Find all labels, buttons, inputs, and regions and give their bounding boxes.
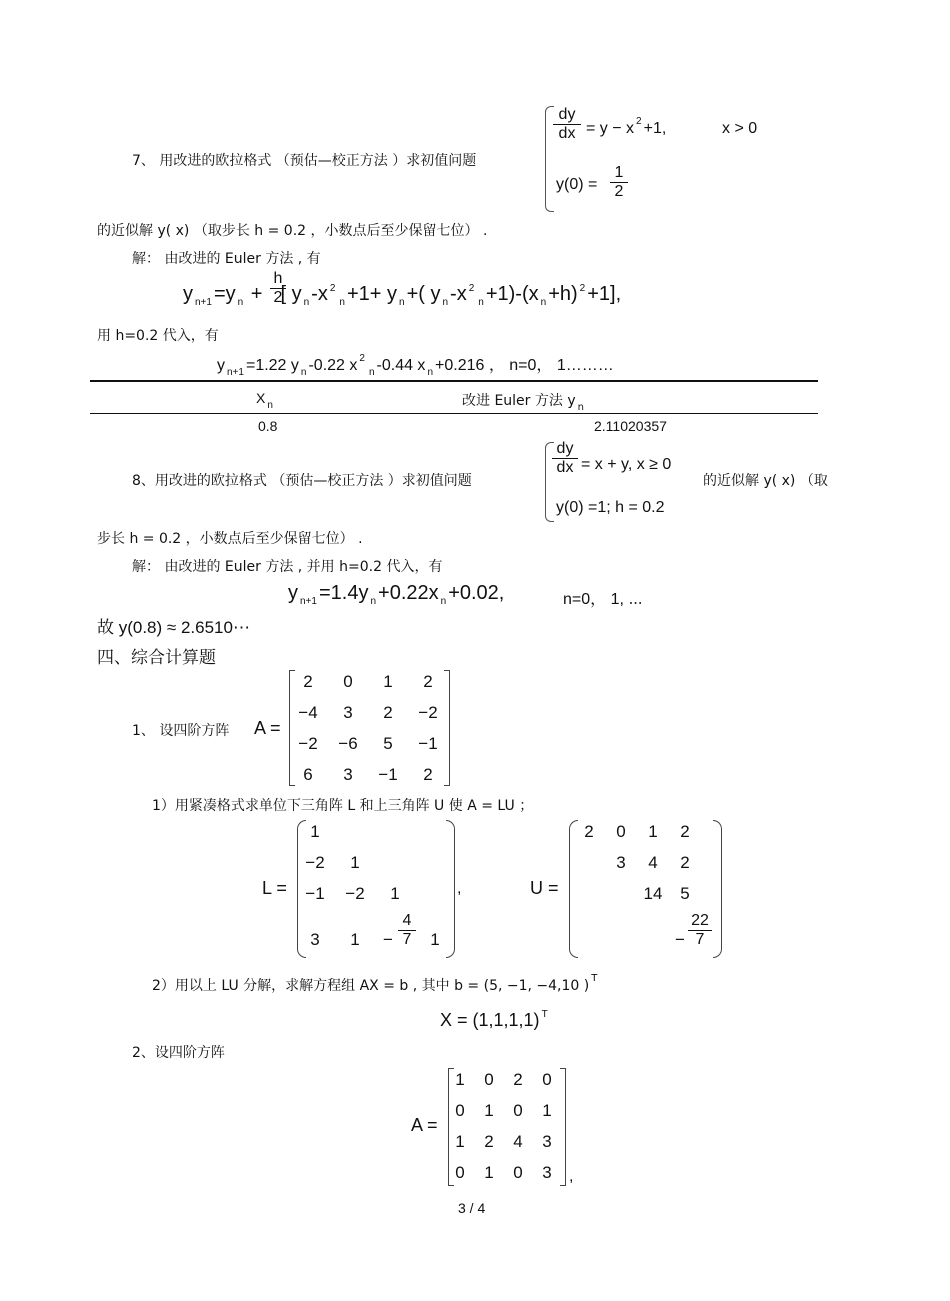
A-cell-r2c2: 3 [343, 703, 353, 722]
L-frac-den: 7 [402, 931, 412, 948]
q8-solution-intro: 解： 由改进的 Euler 方法 , 并用 h=0.2 代入，有 [132, 559, 443, 575]
q8-r-d: +0.02, [448, 582, 505, 604]
q7-prompt: 7、 用改进的欧拉格式 （预估—校正方法 ）求初值问题 [132, 153, 477, 169]
q7-f-sup: 2 [579, 283, 586, 294]
q7-line2: 的近似解 y( x) （取步长 h = 0.2 ，小数点后至少保留七位） . [97, 223, 488, 239]
A-cell-r4c1: 6 [303, 765, 313, 784]
table-header-x [256, 390, 275, 411]
A2-cell-r2c4: 1 [542, 1101, 552, 1120]
A-cell-r1c1: 2 [303, 672, 313, 691]
q7-f-sub: n [540, 297, 547, 308]
U-cell-r1c4: 2 [680, 822, 690, 841]
q7-r-sub: n [300, 367, 307, 378]
A2-cell-r1c1: 1 [455, 1070, 465, 1089]
matrix-A-label: A = [254, 718, 281, 738]
A-cell-r2c1: −4 [298, 703, 318, 722]
q7-ode-condition: x > 0 [722, 120, 758, 137]
q7-f-h: +h) [548, 283, 578, 305]
matrix-L-label: L = [262, 878, 287, 898]
matrix-U-fraction [688, 912, 712, 949]
L-frac-num: 4 [398, 912, 416, 931]
table-cell-x: 0.8 [258, 418, 278, 434]
U-cell-r1c2: 0 [616, 822, 626, 841]
q7-f-y: y [183, 283, 193, 305]
A-cell-r3c3: 5 [383, 734, 393, 753]
problem2-prompt: 2、设四阶方阵 [132, 1045, 225, 1061]
A-cell-r1c2: 0 [343, 672, 353, 691]
A2-cell-r2c1: 0 [455, 1101, 465, 1120]
q7-substitute: 用 h=0.2 代入，有 [97, 328, 219, 344]
X-transpose: T [541, 1009, 548, 1020]
q7-derivative [553, 106, 581, 143]
q7-r-y: y [217, 357, 225, 374]
A-cell-r4c2: 3 [343, 765, 353, 784]
A2-cell-r3c2: 2 [484, 1132, 494, 1151]
q7-f-sub: n [237, 297, 244, 308]
q8-suffix: 的近似解 y( x) （取 [703, 473, 828, 489]
problem1-part2 [152, 975, 599, 995]
q8-r-sub: n [370, 596, 377, 607]
q7-f-end: +1], [587, 283, 622, 305]
matrix-U-label: U = [530, 878, 559, 898]
section-title: 四、综合计算题 [97, 648, 216, 668]
q8-recur-range: n=0， 1, ⋯ [563, 591, 643, 608]
U-cell-r1c3: 1 [648, 822, 658, 841]
table-h2-sub: n [577, 402, 584, 413]
table-cell-y: 2.11020357 [594, 418, 667, 434]
table-h1-sub: n [267, 400, 273, 411]
q7-r-c: -0.22 x [308, 357, 358, 374]
L-cell-r3c3: 1 [390, 884, 400, 903]
solution-X [440, 1010, 550, 1031]
q8-dx: dx [556, 459, 574, 476]
table-header-euler [462, 390, 586, 413]
q7-solution-intro: 解： 由改进的 Euler 方法 , 有 [132, 251, 321, 267]
A2-cell-r1c4: 0 [542, 1070, 552, 1089]
L-cell-r2c2: 1 [350, 853, 360, 872]
q7-f-yn: =y [213, 283, 236, 305]
A-cell-r1c4: 2 [423, 672, 433, 691]
q7-h-over-2 [270, 270, 286, 307]
A2-cell-r4c3: 0 [513, 1163, 523, 1182]
q7-r-sup: 2 [359, 353, 365, 364]
A-cell-r3c1: −2 [298, 734, 318, 753]
q7-f-sub: n [399, 297, 405, 308]
q7-ode-exp: 2 [636, 116, 642, 127]
A-cell-r3c4: −1 [418, 734, 438, 753]
U-cell-r4c4: − [675, 930, 685, 949]
q7-f-sup: 2 [329, 283, 336, 294]
table-top-rule [90, 380, 818, 382]
q8-derivative [552, 440, 578, 477]
A2-cell-r3c1: 1 [455, 1132, 465, 1151]
A2-cell-r4c2: 1 [484, 1163, 494, 1182]
q7-r-b: =1.22 y [245, 357, 299, 374]
q7-h-den: 2 [273, 289, 283, 306]
A-cell-r4c4: 2 [423, 765, 433, 784]
A-cell-r1c3: 1 [383, 672, 393, 691]
q7-initial-lhs: y(0) = [556, 176, 598, 193]
A2-cell-r1c2: 0 [484, 1070, 494, 1089]
q7-init-num: 1 [610, 164, 628, 183]
problem1-prompt: 1、 设四阶方阵 [132, 723, 230, 739]
A2-cell-r3c3: 4 [513, 1132, 523, 1151]
q7-recurrence [217, 352, 614, 378]
q7-ode-tail: +1, [643, 120, 667, 137]
A2-cell-r4c4: 3 [542, 1163, 552, 1182]
q7-f-sub: n [442, 297, 449, 308]
q8-line2: 步长 h = 0.2 ，小数点后至少保留七位） . [97, 531, 363, 547]
U-frac-den: 7 [695, 931, 705, 948]
matrix-U-right-paren [713, 820, 722, 958]
part2-transpose: T [591, 973, 598, 984]
q7-r-d: -0.44 x [376, 357, 426, 374]
q7-f-x: -x [311, 283, 328, 305]
q8-recurrence [288, 582, 504, 605]
table-h1: X [256, 390, 266, 406]
X-value: X = (1,1,1,1) [440, 1010, 540, 1030]
A-cell-r4c3: −1 [378, 765, 398, 784]
U-cell-r2c2: 3 [616, 853, 626, 872]
A-cell-r2c3: 2 [383, 703, 393, 722]
q7-r-sub: n [368, 367, 375, 378]
q8-r-sub: n+1 [300, 596, 317, 607]
A2-cell-r2c3: 0 [513, 1101, 523, 1120]
A2-cell-r4c1: 0 [455, 1163, 465, 1182]
L-cell-r3c2: −2 [345, 884, 365, 903]
part2-text: 2）用以上 LU 分解，求解方程组 AX = b , 其中 b = (5, −1, −4,10 ) [152, 978, 590, 994]
q7-initial-value [610, 164, 628, 201]
L-cell-r4c3: − [383, 930, 393, 949]
q7-r-e: +0.216 ， n=0， 1……… [435, 357, 614, 374]
matrix-L-comma: , [457, 880, 462, 897]
U-frac-num: 22 [688, 912, 712, 931]
page-number: 3 / 4 [458, 1200, 486, 1216]
q7-f-sub: n+1 [195, 297, 212, 308]
q7-r-sub: n+1 [227, 367, 244, 378]
q8-prompt: 8、用改进的欧拉格式 （预估—校正方法 ）求初值问题 [132, 473, 472, 489]
q7-f-bracket: [ y [280, 283, 302, 305]
q7-dx: dx [558, 125, 576, 142]
q7-f-sup: 2 [468, 283, 475, 294]
L-cell-r1c1: 1 [310, 822, 320, 841]
q7-f-paren: +( y [406, 283, 441, 305]
L-cell-r4c4: 1 [430, 930, 440, 949]
q8-initial: y(0) =1; h = 0.2 [556, 499, 665, 516]
q8-ode-rhs: = x + y, x ≥ 0 [581, 456, 672, 473]
q7-f-sub: n [303, 297, 310, 308]
q7-h-num: h [270, 270, 286, 289]
q7-euler-formula: y $_{n+1}$ =y $_n$ + [ y $_n$ -x $^2_n$ +1+ y $_n$ +( y $_n$ -x $^2_n$ +1)-(x $_n$ +h) $^2$ +1], [183, 283, 622, 308]
matrix-A2-label: A = [411, 1115, 438, 1135]
U-cell-r2c3: 4 [648, 853, 658, 872]
matrix-A-right-bracket [444, 670, 450, 786]
matrix-A2-comma: , [569, 1168, 574, 1185]
q7-f-sub: n [339, 297, 345, 308]
L-cell-r3c1: −1 [305, 884, 325, 903]
table-mid-rule [90, 413, 818, 414]
A2-cell-r3c4: 3 [542, 1132, 552, 1151]
L-cell-r4c1: 3 [310, 930, 320, 949]
q8-r-sub: n [440, 596, 447, 607]
q8-r-c: +0.22x [378, 582, 439, 604]
q7-r-sub: n [427, 367, 433, 378]
q8-r-b: =1.4y [318, 582, 369, 604]
q7-f-sub: n [478, 297, 484, 308]
q7-dy: dy [553, 106, 581, 125]
L-cell-r4c2: 1 [350, 930, 360, 949]
q8-answer: 故 y(0.8) ≈ 2.6510⋯ [97, 618, 250, 637]
U-cell-r3c3: 14 [643, 884, 663, 903]
U-cell-r2c4: 2 [680, 853, 690, 872]
q8-r-y: y [288, 582, 298, 604]
q7-init-den: 2 [614, 183, 624, 200]
A-cell-r2c4: −2 [418, 703, 438, 722]
q8-dy: dy [552, 440, 578, 459]
q7-f-minus: +1)-(x [485, 283, 539, 305]
q7-ode-rhs [586, 116, 667, 138]
A-cell-r3c2: −6 [338, 734, 358, 753]
U-cell-r1c1: 2 [584, 822, 594, 841]
table-h2: 改进 Euler 方法 y [462, 393, 576, 409]
matrix-L-fraction [398, 912, 416, 949]
problem1-part1: 1）用紧凑格式求单位下三角阵 L 和上三角阵 U 使 A = LU ； [152, 798, 534, 814]
q7-ode-rhs-text: = y − x [586, 120, 635, 137]
q7-f-x2: -x [450, 283, 467, 305]
q7-f-plus-y: +1+ y [346, 283, 397, 305]
A2-cell-r1c3: 2 [513, 1070, 523, 1089]
L-cell-r2c1: −2 [305, 853, 325, 872]
A2-cell-r2c2: 1 [484, 1101, 494, 1120]
U-cell-r3c4: 5 [680, 884, 690, 903]
